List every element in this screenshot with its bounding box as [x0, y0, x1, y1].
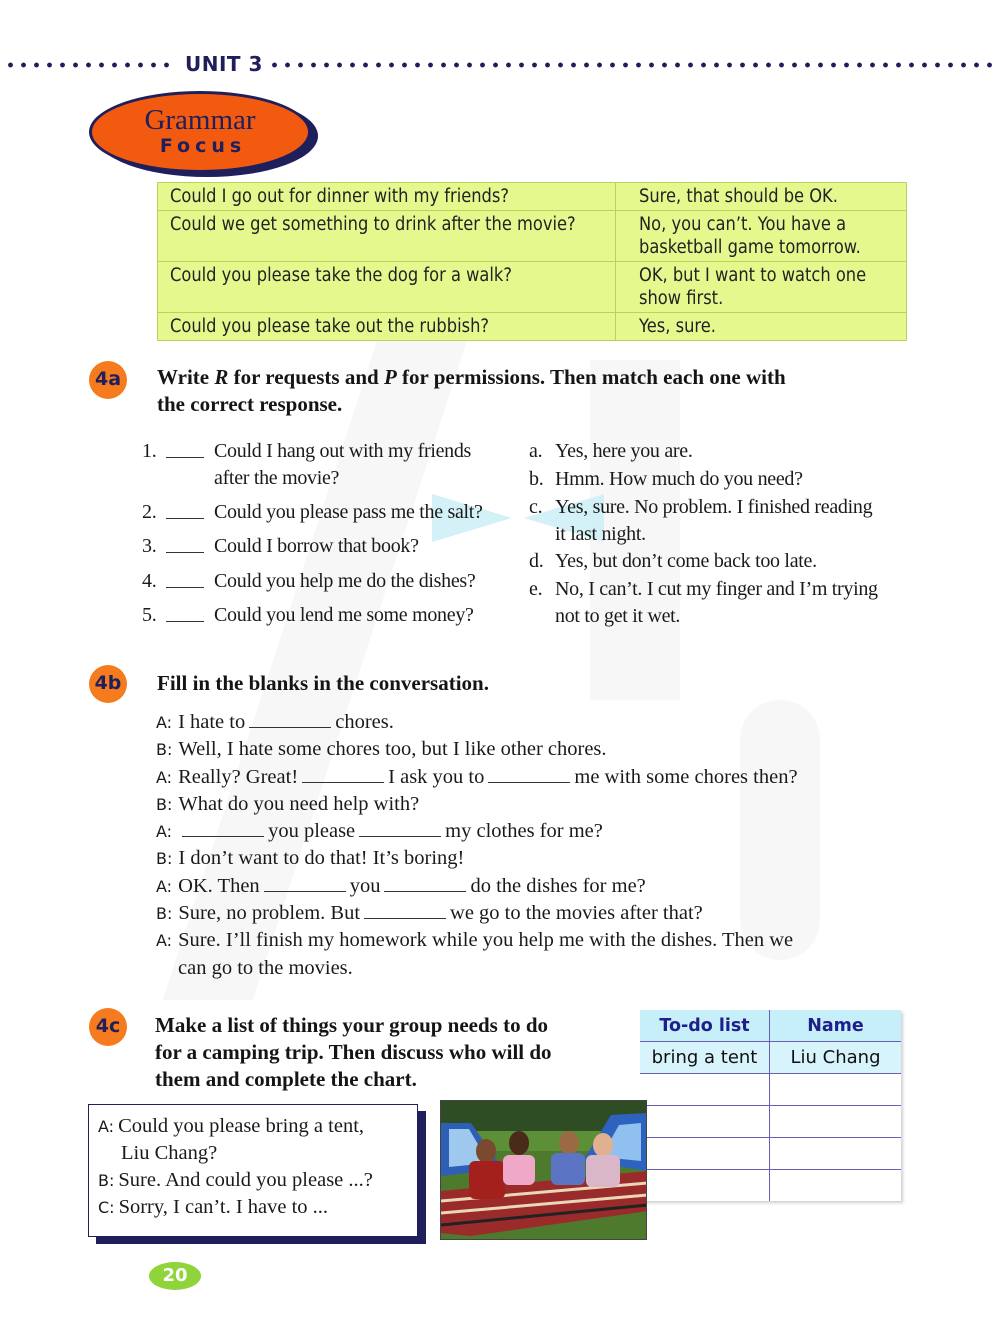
conversation-line: A: you please my clothes for me? — [156, 820, 603, 843]
todo-row — [640, 1074, 901, 1106]
exercise-badge-4b: 4b — [89, 665, 127, 703]
todo-row — [640, 1106, 901, 1138]
unit-title: UNIT 3 — [185, 52, 263, 76]
fill-blank[interactable] — [364, 902, 446, 919]
grammar-row — [158, 183, 906, 211]
fill-blank[interactable] — [182, 820, 264, 837]
fill-blank[interactable] — [488, 766, 570, 783]
fill-blank[interactable] — [302, 766, 384, 783]
grammar-focus-badge — [89, 91, 311, 173]
sample-line: C: Sorry, I can’t. I have to ... — [98, 1196, 329, 1218]
grammar-question: Could you please take out the rubbish? — [170, 316, 490, 337]
page-number: 20 — [149, 1262, 201, 1290]
conversation-line: B: Sure, no problem. But we go to the movies after that? — [156, 902, 703, 925]
todo-task-cell[interactable] — [640, 1138, 770, 1170]
camping-photo — [440, 1100, 647, 1240]
todo-task-cell[interactable] — [640, 1106, 770, 1138]
conversation-line: B: What do you need help with? — [156, 792, 420, 815]
grammar-question: Could you please take the dog for a walk? — [170, 265, 512, 286]
todo-name-cell[interactable] — [770, 1138, 902, 1170]
todo-chart — [640, 1010, 901, 1201]
todo-task-cell[interactable]: bring a tent — [640, 1042, 770, 1074]
todo-row — [640, 1138, 901, 1170]
grammar-answer-line2: basketball game tomorrow. — [639, 237, 861, 258]
exercise-4a-instruction: Write R for requests and P for permissions. Then match each one with the correct response. — [157, 365, 786, 416]
sample-line: Liu Chang? — [121, 1142, 218, 1164]
conversation — [156, 709, 896, 982]
conversation-line: can go to the movies. — [178, 956, 353, 979]
todo-row — [640, 1042, 901, 1074]
grammar-row — [158, 211, 906, 262]
todo-row — [640, 1170, 901, 1202]
conversation-line: A: Really? Great! I ask you to me with some chores then? — [156, 765, 798, 788]
conversation-line: A: I hate to chores. — [156, 711, 394, 733]
fill-blank[interactable] — [384, 875, 466, 892]
conversation-line: A: OK. Then you do the dishes for me? — [156, 874, 646, 897]
answer-blank[interactable] — [166, 568, 204, 588]
todo-name-cell[interactable] — [770, 1074, 902, 1106]
answer-blank[interactable] — [166, 533, 204, 553]
todo-name-cell[interactable] — [770, 1106, 902, 1138]
conversation-line: B: I don’t want to do that! It’s boring! — [156, 847, 465, 870]
todo-task-cell[interactable] — [640, 1170, 770, 1202]
grammar-question: Could we get something to drink after the movie? — [170, 214, 576, 235]
fill-blank[interactable] — [264, 875, 346, 892]
exercise-badge-4a: 4a — [89, 361, 127, 399]
grammar-question: Could I go out for dinner with my friends? — [170, 186, 510, 207]
todo-header-name: Name — [770, 1010, 902, 1042]
answer-blank[interactable] — [166, 499, 204, 519]
conversation-line: A: Sure. I’ll finish my homework while you help me with the dishes. Then we — [156, 929, 794, 952]
sample-dialogue-box — [88, 1104, 418, 1237]
grammar-answer-line1: No, you can’t. You have a — [639, 214, 847, 235]
grammar-table — [157, 182, 907, 341]
conversation-line: B: Well, I hate some chores too, but I like other chores. — [156, 738, 607, 761]
fill-blank[interactable] — [249, 711, 331, 728]
grammar-answer-line1: OK, but I want to watch one — [639, 265, 867, 286]
fill-blank[interactable] — [359, 820, 441, 837]
sample-line: A: Could you please bring a tent, — [98, 1115, 365, 1137]
header-dots-right — [268, 62, 996, 68]
grammar-focus-title: Grammar — [144, 104, 256, 136]
todo-header-task: To-do list — [640, 1010, 770, 1042]
grammar-answer-line2: show first. — [639, 288, 724, 309]
grammar-focus-subtitle: Focus — [159, 135, 247, 157]
exercise-badge-4c: 4c — [89, 1008, 127, 1046]
answer-blank[interactable] — [166, 602, 204, 622]
sample-line: B: Sure. And could you please ...? — [98, 1169, 373, 1191]
todo-name-cell[interactable]: Liu Chang — [770, 1042, 902, 1074]
todo-name-cell[interactable] — [770, 1170, 902, 1202]
header-dots-left — [4, 62, 170, 68]
exercise-4c-instruction: Make a list of things your group needs to do for a camping trip. Then discuss who will do them and complete the chart. — [155, 1013, 552, 1091]
grammar-row — [158, 262, 906, 313]
grammar-answer: Sure, that should be OK. — [639, 186, 838, 207]
exercise-4b-instruction: Fill in the blanks in the conversation. — [157, 671, 489, 695]
grammar-row — [158, 313, 906, 340]
todo-task-cell[interactable] — [640, 1074, 770, 1106]
answer-blank[interactable] — [166, 438, 204, 458]
grammar-answer: Yes, sure. — [639, 316, 716, 337]
